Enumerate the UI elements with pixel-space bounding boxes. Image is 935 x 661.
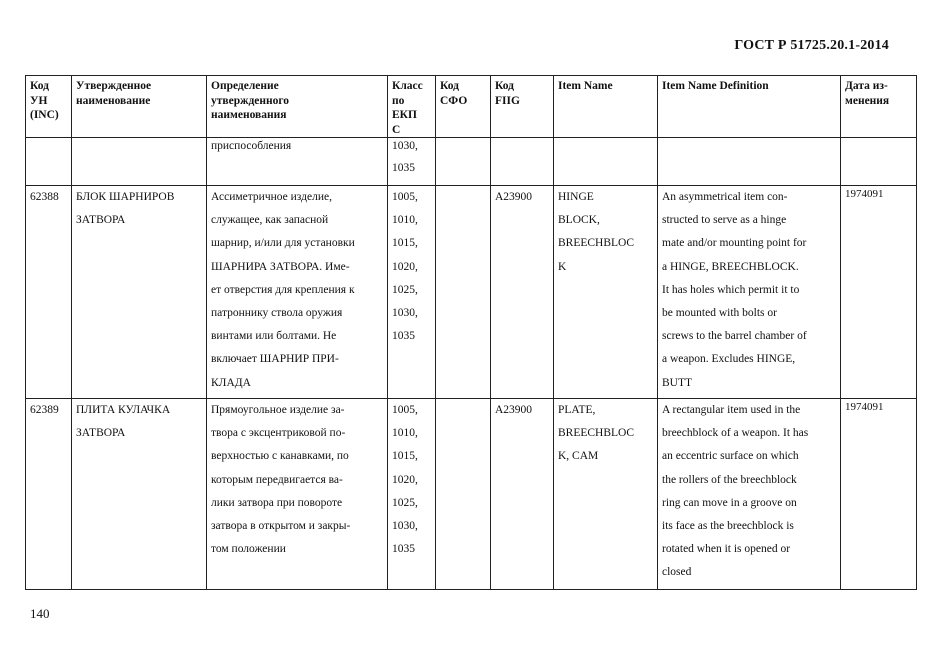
date-cell: 1974091 bbox=[841, 186, 917, 399]
inc-cell: 62388 bbox=[26, 186, 72, 399]
col-header-item-definition: Item Name Definition bbox=[658, 76, 841, 138]
fiig-cell: A23900 bbox=[491, 186, 554, 399]
class-cell: 1030, 1035 bbox=[388, 138, 436, 186]
table-row bbox=[26, 186, 917, 399]
col-header-inc: Код УН (INC) bbox=[26, 76, 72, 138]
table-row-continuation bbox=[26, 138, 917, 186]
item-definition-cell: A rectangular item used in the breechblock of a weapon. It has an eccentric surface on which the rollers of the breechblock ring can move in a groove on its face as the breechblock is rotated when it is opened or closed bbox=[658, 399, 841, 590]
table-row bbox=[26, 399, 917, 590]
definition-cell: приспособления bbox=[207, 138, 388, 186]
classification-table bbox=[25, 75, 917, 590]
definition-cell: Ассиметричное изделие, служащее, как запасной шарнир, и/или для установки ШАРНИРА ЗАТВОРА. Име- ет отверстия для крепления к патроннику ствола оружия винтами или болтами. Не включает ШАРНИР ПРИ- КЛАДА bbox=[207, 186, 388, 399]
col-header-definition: Определение утвержденного наименования bbox=[207, 76, 388, 138]
document-code: ГОСТ Р 51725.20.1-2014 bbox=[734, 38, 889, 53]
header-row bbox=[26, 76, 917, 138]
inc-cell: 62389 bbox=[26, 399, 72, 590]
approved-name-cell: ПЛИТА КУЛАЧКА ЗАТВОРА bbox=[72, 399, 207, 590]
col-header-item-name: Item Name bbox=[554, 76, 658, 138]
col-header-class: Класс по ЕКП С bbox=[388, 76, 436, 138]
class-cell: 1005, 1010, 1015, 1020, 1025, 1030, 1035 bbox=[388, 186, 436, 399]
col-header-date: Дата из- менения bbox=[841, 76, 917, 138]
class-cell: 1005, 1010, 1015, 1020, 1025, 1030, 1035 bbox=[388, 399, 436, 590]
col-header-name: Утвержденное наименование bbox=[72, 76, 207, 138]
item-name-cell: HINGE BLOCK, BREECHBLOC K bbox=[554, 186, 658, 399]
item-name-cell: PLATE, BREECHBLOC K, CAM bbox=[554, 399, 658, 590]
approved-name-cell: БЛОК ШАРНИРОВ ЗАТВОРА bbox=[72, 186, 207, 399]
sfo-cell bbox=[436, 399, 491, 590]
fiig-cell: A23900 bbox=[491, 399, 554, 590]
col-header-sfo: Код СФО bbox=[436, 76, 491, 138]
date-cell: 1974091 bbox=[841, 399, 917, 590]
col-header-fiig: Код FIIG bbox=[491, 76, 554, 138]
sfo-cell bbox=[436, 186, 491, 399]
page-number: 140 bbox=[30, 606, 50, 621]
definition-cell: Прямоугольное изделие за- твора с эксцентриковой по- верхностью с канавками, по которым передвигается ва- лики затвора при повороте затвора в открытом и закры- том положении bbox=[207, 399, 388, 590]
item-definition-cell: An asymmetrical item con- structed to serve as a hinge mate and/or mounting point for a HINGE, BREECHBLOCK. It has holes which permit it to be mounted with bolts or screws to the barrel chamber of a weapon. Excludes HINGE, BUTT bbox=[658, 186, 841, 399]
